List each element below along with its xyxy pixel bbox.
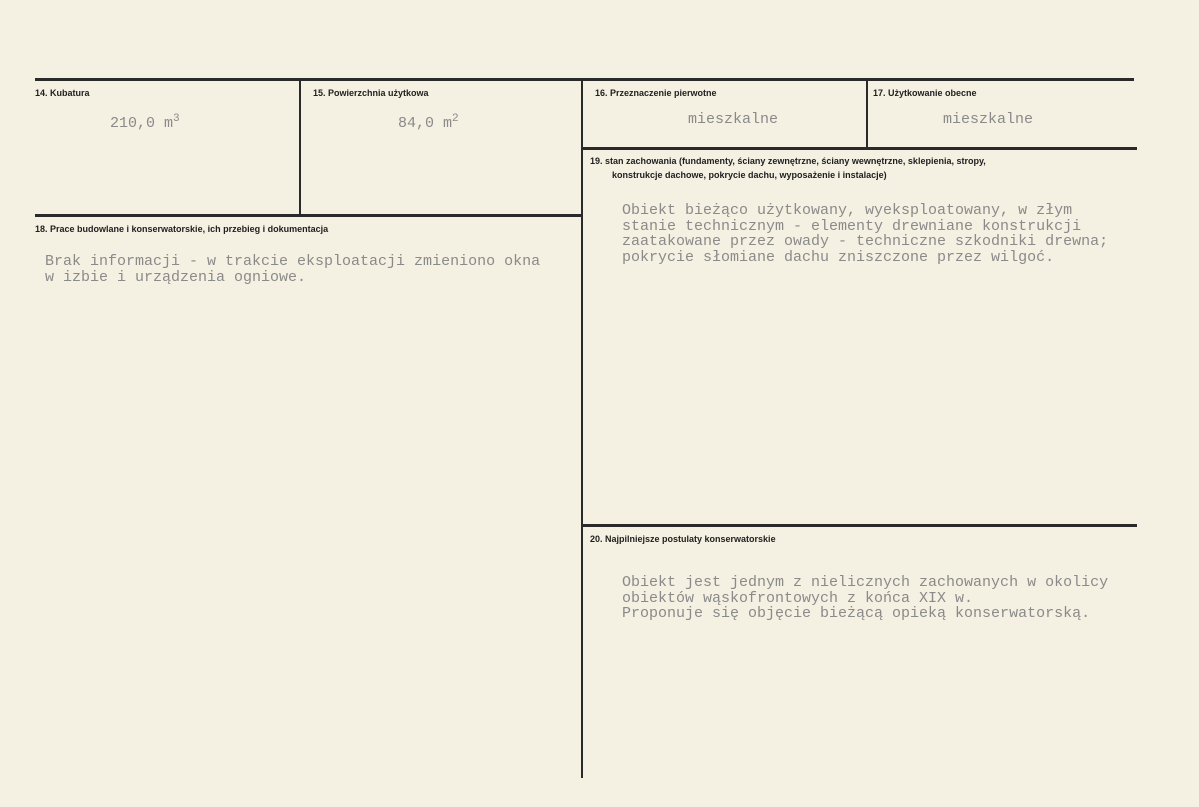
field-15-unit-exponent: 2 bbox=[452, 113, 459, 125]
field-19-line: zaatakowane przez owady - techniczne szkodniki drewna; bbox=[622, 233, 1109, 250]
field-19-line: stanie technicznym - elementy drewniane konstrukcji bbox=[622, 217, 1082, 235]
field-18-line: w izbie i urządzenia ogniowe. bbox=[45, 268, 307, 286]
field-16-label: 16. Przeznaczenie pierwotne bbox=[595, 88, 717, 98]
divider-16-17 bbox=[866, 78, 868, 149]
rule-mid-right bbox=[583, 147, 1137, 150]
field-15-value bbox=[398, 112, 459, 132]
field-19-line: pokrycie słomiane dachu zniszczone przez wilgoć. bbox=[622, 248, 1055, 266]
field-18-text bbox=[45, 254, 540, 285]
field-19-label-line: 19. stan zachowania (fundamenty, ściany zewnętrzne, ściany wewnętrzne, sklepienia, stropy, bbox=[590, 156, 986, 166]
rule-lower-right bbox=[583, 524, 1137, 527]
field-20-line: obiektów wąskofrontowych z końca XIX w. bbox=[622, 589, 974, 607]
field-20-line: Obiekt jest jednym z nielicznych zachowanych w okolicy bbox=[622, 574, 1109, 591]
rule-top bbox=[35, 78, 1134, 81]
field-18-line: Brak informacji - w trakcie eksploatacji zmieniono okna bbox=[45, 253, 541, 270]
divider-14-15 bbox=[299, 78, 301, 216]
field-20-line: Proponuje się objęcie bieżącą opieką konserwatorską. bbox=[622, 605, 1091, 622]
field-19-line: Obiekt bieżąco użytkowany, wyeksploatowany, w złym bbox=[622, 202, 1073, 219]
field-15-label: 15. Powierzchnia użytkowa bbox=[313, 88, 429, 98]
field-20-text bbox=[622, 575, 1108, 622]
field-14-label: 14. Kubatura bbox=[35, 88, 90, 98]
field-17-label: 17. Użytkowanie obecne bbox=[873, 88, 977, 98]
field-14-number: 210,0 m bbox=[110, 115, 174, 132]
field-18-label: 18. Prace budowlane i konserwatorskie, ich przebieg i dokumentacja bbox=[35, 224, 329, 234]
field-19-text bbox=[622, 203, 1108, 265]
field-19-label-line: konstrukcje dachowe, pokrycie dachu, wyposażenie i instalacje) bbox=[612, 170, 887, 181]
field-14-unit-exponent: 3 bbox=[173, 113, 180, 125]
field-20-label: 20. Najpilniejsze postulaty konserwatorskie bbox=[590, 534, 776, 544]
field-15-number: 84,0 m bbox=[398, 115, 453, 132]
field-14-value bbox=[110, 112, 180, 132]
divider-center bbox=[581, 78, 583, 778]
rule-mid-left bbox=[35, 214, 583, 217]
field-16-value: mieszkalne bbox=[688, 111, 779, 128]
field-17-value: mieszkalne bbox=[943, 111, 1034, 128]
field-19-label bbox=[590, 156, 986, 182]
